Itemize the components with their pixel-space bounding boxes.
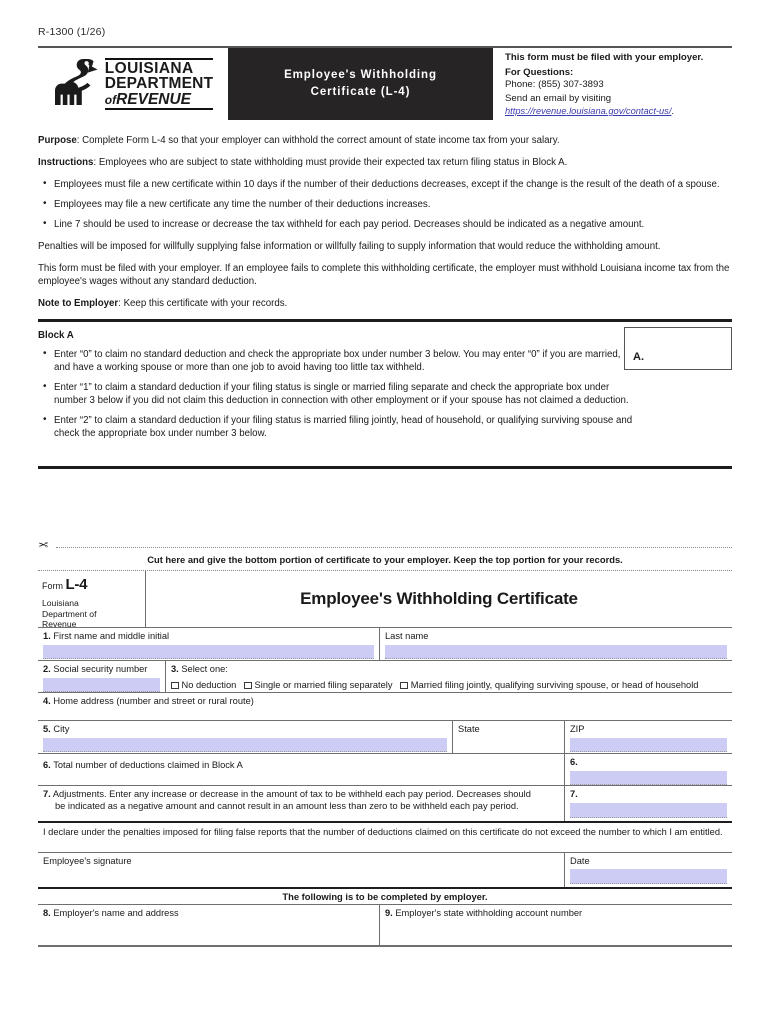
deductions-input[interactable] xyxy=(570,771,727,785)
declaration-cell xyxy=(38,823,732,852)
declaration-text: I declare under the penalties imposed for filing false reports that the number of deductions claimed on this certificate do not exceed the number to which I am entitled. xyxy=(43,827,723,837)
logo-line-revenue: REVENUE xyxy=(116,90,192,108)
field6-number: 6. xyxy=(43,760,51,770)
block-a-entry-box[interactable] xyxy=(624,327,732,370)
logo-line-of: of xyxy=(104,92,117,107)
field1-number: 1. xyxy=(43,631,51,641)
row-ssn-status xyxy=(38,661,732,693)
questions-label: For Questions: xyxy=(505,67,574,78)
home-address-cell xyxy=(38,693,732,720)
state-label: State xyxy=(458,724,480,734)
employer-name-input[interactable] xyxy=(43,919,374,941)
signature-input[interactable] xyxy=(43,867,559,883)
note-label: Note to Employer xyxy=(38,298,119,309)
cut-line-zone xyxy=(38,538,732,565)
row-employer xyxy=(38,905,732,947)
last-name-cell xyxy=(380,628,732,660)
block-a-section xyxy=(38,322,732,440)
deductions-label-cell xyxy=(38,754,565,785)
list-item: • Line 7 should be used to increase or decrease the tax withheld for each pay period. Decreases should be indicated as a negative amount. xyxy=(38,218,732,231)
list-item: • Enter “0” to claim no standard deduction and check the appropriate box under number 3 below. You may enter “0” if you are married, and have a working spouse or more than one job to avoid having too little tax withheld. xyxy=(38,348,638,374)
field8-label: Employer's name and address xyxy=(53,908,179,918)
purpose-label: Purpose xyxy=(38,135,77,146)
adjustments-input[interactable] xyxy=(570,803,727,818)
last-name-input[interactable] xyxy=(385,645,727,659)
instructions-section xyxy=(38,120,732,310)
checkbox-icon xyxy=(171,682,179,690)
state-cell xyxy=(453,721,565,753)
contact-panel xyxy=(493,48,732,120)
list-item: • Enter “1” to claim a standard deduction if your filing status is single or married filing separate and check the appropriate box under number 3 below if you did not claim this deduction in connection with other employment or if your spouse has not claimed a deduction. xyxy=(38,381,638,407)
certificate-title xyxy=(146,571,732,627)
filing-notice: This form must be filed with your employer. xyxy=(505,52,704,63)
field8-number: 8. xyxy=(43,908,51,918)
row-adjustments xyxy=(38,786,732,823)
field2-label: Social security number xyxy=(53,664,148,674)
last-name-label: Last name xyxy=(385,631,429,641)
employer-section-bar: The following is to be completed by employer. xyxy=(38,889,732,905)
form-title-band xyxy=(228,48,493,120)
field6-box-number: 6. xyxy=(570,757,578,767)
row-city-state-zip xyxy=(38,721,732,754)
note-text: : Keep this certificate with your records. xyxy=(118,298,288,309)
form-code: L-4 xyxy=(65,576,88,593)
instructions-label: Instructions xyxy=(38,157,94,168)
zip-label: ZIP xyxy=(570,724,585,734)
list-item: • Enter “2” to claim a standard deduction if your filing status is married filing jointly, head of household, or qualifying surviving spouse and check the appropriate box under number 3 below. xyxy=(38,414,638,440)
employer-account-input[interactable] xyxy=(385,919,727,941)
agency-logo xyxy=(38,48,228,120)
email-text: Send an email by visiting xyxy=(505,92,612,104)
field4-label: Home address (number and street or rural route) xyxy=(53,696,254,706)
form-title-line2: Certificate (L-4) xyxy=(310,86,411,98)
agency-line-3: Revenue xyxy=(42,619,77,630)
penalties-paragraph: Penalties will be imposed for willfully supplying false information or willfully failing to supply information that would reduce the withholding amount. xyxy=(38,241,661,252)
employer-name-cell xyxy=(38,905,380,945)
purpose-text: : Complete Form L-4 so that your employer can withhold the correct amount of state income tax from your salary. xyxy=(76,135,560,146)
checkbox-icon xyxy=(400,682,408,690)
option-label: Married filing jointly, qualifying surviving spouse, or head of household xyxy=(410,680,699,690)
checkbox-no-deduction[interactable] xyxy=(171,680,236,690)
instructions-bullet-list xyxy=(38,178,732,231)
field9-number: 9. xyxy=(385,908,393,918)
note-to-employer-paragraph xyxy=(38,297,732,310)
employer-account-cell xyxy=(380,905,732,945)
zip-input[interactable] xyxy=(570,738,727,752)
checkbox-single-or-married-separately[interactable] xyxy=(244,680,392,690)
home-address-input[interactable] xyxy=(43,707,727,719)
field5-number: 5. xyxy=(43,724,51,734)
logo-line-department: DEPARTMENT xyxy=(104,75,214,93)
checkbox-married-jointly[interactable] xyxy=(400,680,698,690)
deductions-entry-cell xyxy=(565,754,732,785)
field7-label: Adjustments. Enter any increase or decrease in the amount of tax to be withheld each pay period. Decreases should xyxy=(52,789,531,799)
first-name-cell xyxy=(38,628,380,660)
city-cell xyxy=(38,721,453,753)
ssn-input[interactable] xyxy=(43,678,160,692)
form-number: R-1300 (1/26) xyxy=(38,26,106,38)
field2-number: 2. xyxy=(43,664,51,674)
signature-cell xyxy=(38,853,565,887)
adjustments-entry-cell xyxy=(565,786,732,821)
field1-label: First name and middle initial xyxy=(53,631,170,641)
row-total-deductions xyxy=(38,754,732,786)
phone-text: Phone: (855) 307-3893 xyxy=(505,79,604,90)
cut-dotted-line xyxy=(56,547,732,548)
checkbox-icon xyxy=(244,682,252,690)
block-a-box-label: A. xyxy=(633,351,644,363)
row-signature xyxy=(38,853,732,889)
pelican-logo-icon xyxy=(53,56,99,113)
field4-number: 4. xyxy=(43,696,51,706)
certificate-title-row xyxy=(38,571,732,628)
select-one-cell xyxy=(166,661,732,692)
field3-label: Select one: xyxy=(181,664,228,674)
list-item: • Employees must file a new certificate within 10 days if the number of their deductions decreases, except if the change is the result of the death of a spouse. xyxy=(38,178,732,191)
option-label: Single or married filing separately xyxy=(254,680,393,690)
zip-cell xyxy=(565,721,732,753)
date-input[interactable] xyxy=(570,869,727,884)
certificate-form-id xyxy=(38,571,146,630)
date-label: Date xyxy=(570,856,590,866)
adjustments-label-cell xyxy=(38,786,565,821)
field7-number: 7. xyxy=(43,789,51,799)
first-name-input[interactable] xyxy=(43,645,374,659)
row-home-address xyxy=(38,693,732,721)
instructions-paragraph xyxy=(38,156,732,169)
form-header xyxy=(38,46,732,120)
option-label: No deduction xyxy=(181,680,237,690)
ssn-cell xyxy=(38,661,166,692)
scissors-icon: ✂ xyxy=(38,538,49,552)
filing-paragraph: This form must be filed with your employer. If an employee fails to complete this withholding certificate, the employer must withhold Louisiana income tax from the employee's wages without any standard deduction. xyxy=(38,263,730,287)
form-title-line1: Employee's Withholding xyxy=(284,69,437,81)
cut-instruction-text: Cut here and give the bottom portion of certificate to your employer. Keep the top portion for your records. xyxy=(147,554,623,565)
field6-label: Total number of deductions claimed in Block A xyxy=(53,760,243,770)
contact-us-link[interactable]: https://revenue.louisiana.gov/contact-us/ xyxy=(505,106,672,116)
link-period: . xyxy=(671,106,675,117)
state-input[interactable] xyxy=(458,738,559,751)
divider-below-block-a xyxy=(38,466,732,469)
form-word: Form xyxy=(42,581,63,591)
list-item: • Employees may file a new certificate any time the number of their deductions increases. xyxy=(38,198,732,211)
field7-box-number: 7. xyxy=(570,789,578,799)
purpose-paragraph xyxy=(38,134,732,147)
agency-line-1: Louisiana xyxy=(42,598,79,608)
row-declaration xyxy=(38,823,732,853)
signature-label: Employee's signature xyxy=(43,856,132,866)
field5-label: City xyxy=(53,724,70,734)
agency-line-2: Department of xyxy=(42,608,97,619)
certificate-form xyxy=(38,570,732,947)
date-cell xyxy=(565,853,732,887)
field3-number: 3. xyxy=(171,664,179,674)
instructions-text: : Employees who are subject to state withholding must provide their expected tax return filing status in Block A. xyxy=(93,157,568,168)
block-a-bullet-list xyxy=(38,348,638,440)
certificate-title-text: Employee's Withholding Certificate xyxy=(300,589,578,608)
field9-label: Employer's state withholding account number xyxy=(395,908,583,918)
field7-label-line2: be indicated as a negative amount and cannot result in an amount less than zero to be withheld each pay period. xyxy=(55,801,519,811)
block-a-heading: Block A xyxy=(38,330,74,341)
city-input[interactable] xyxy=(43,738,447,752)
row-name xyxy=(38,628,732,661)
logo-line-louisiana: LOUISIANA xyxy=(105,58,214,77)
